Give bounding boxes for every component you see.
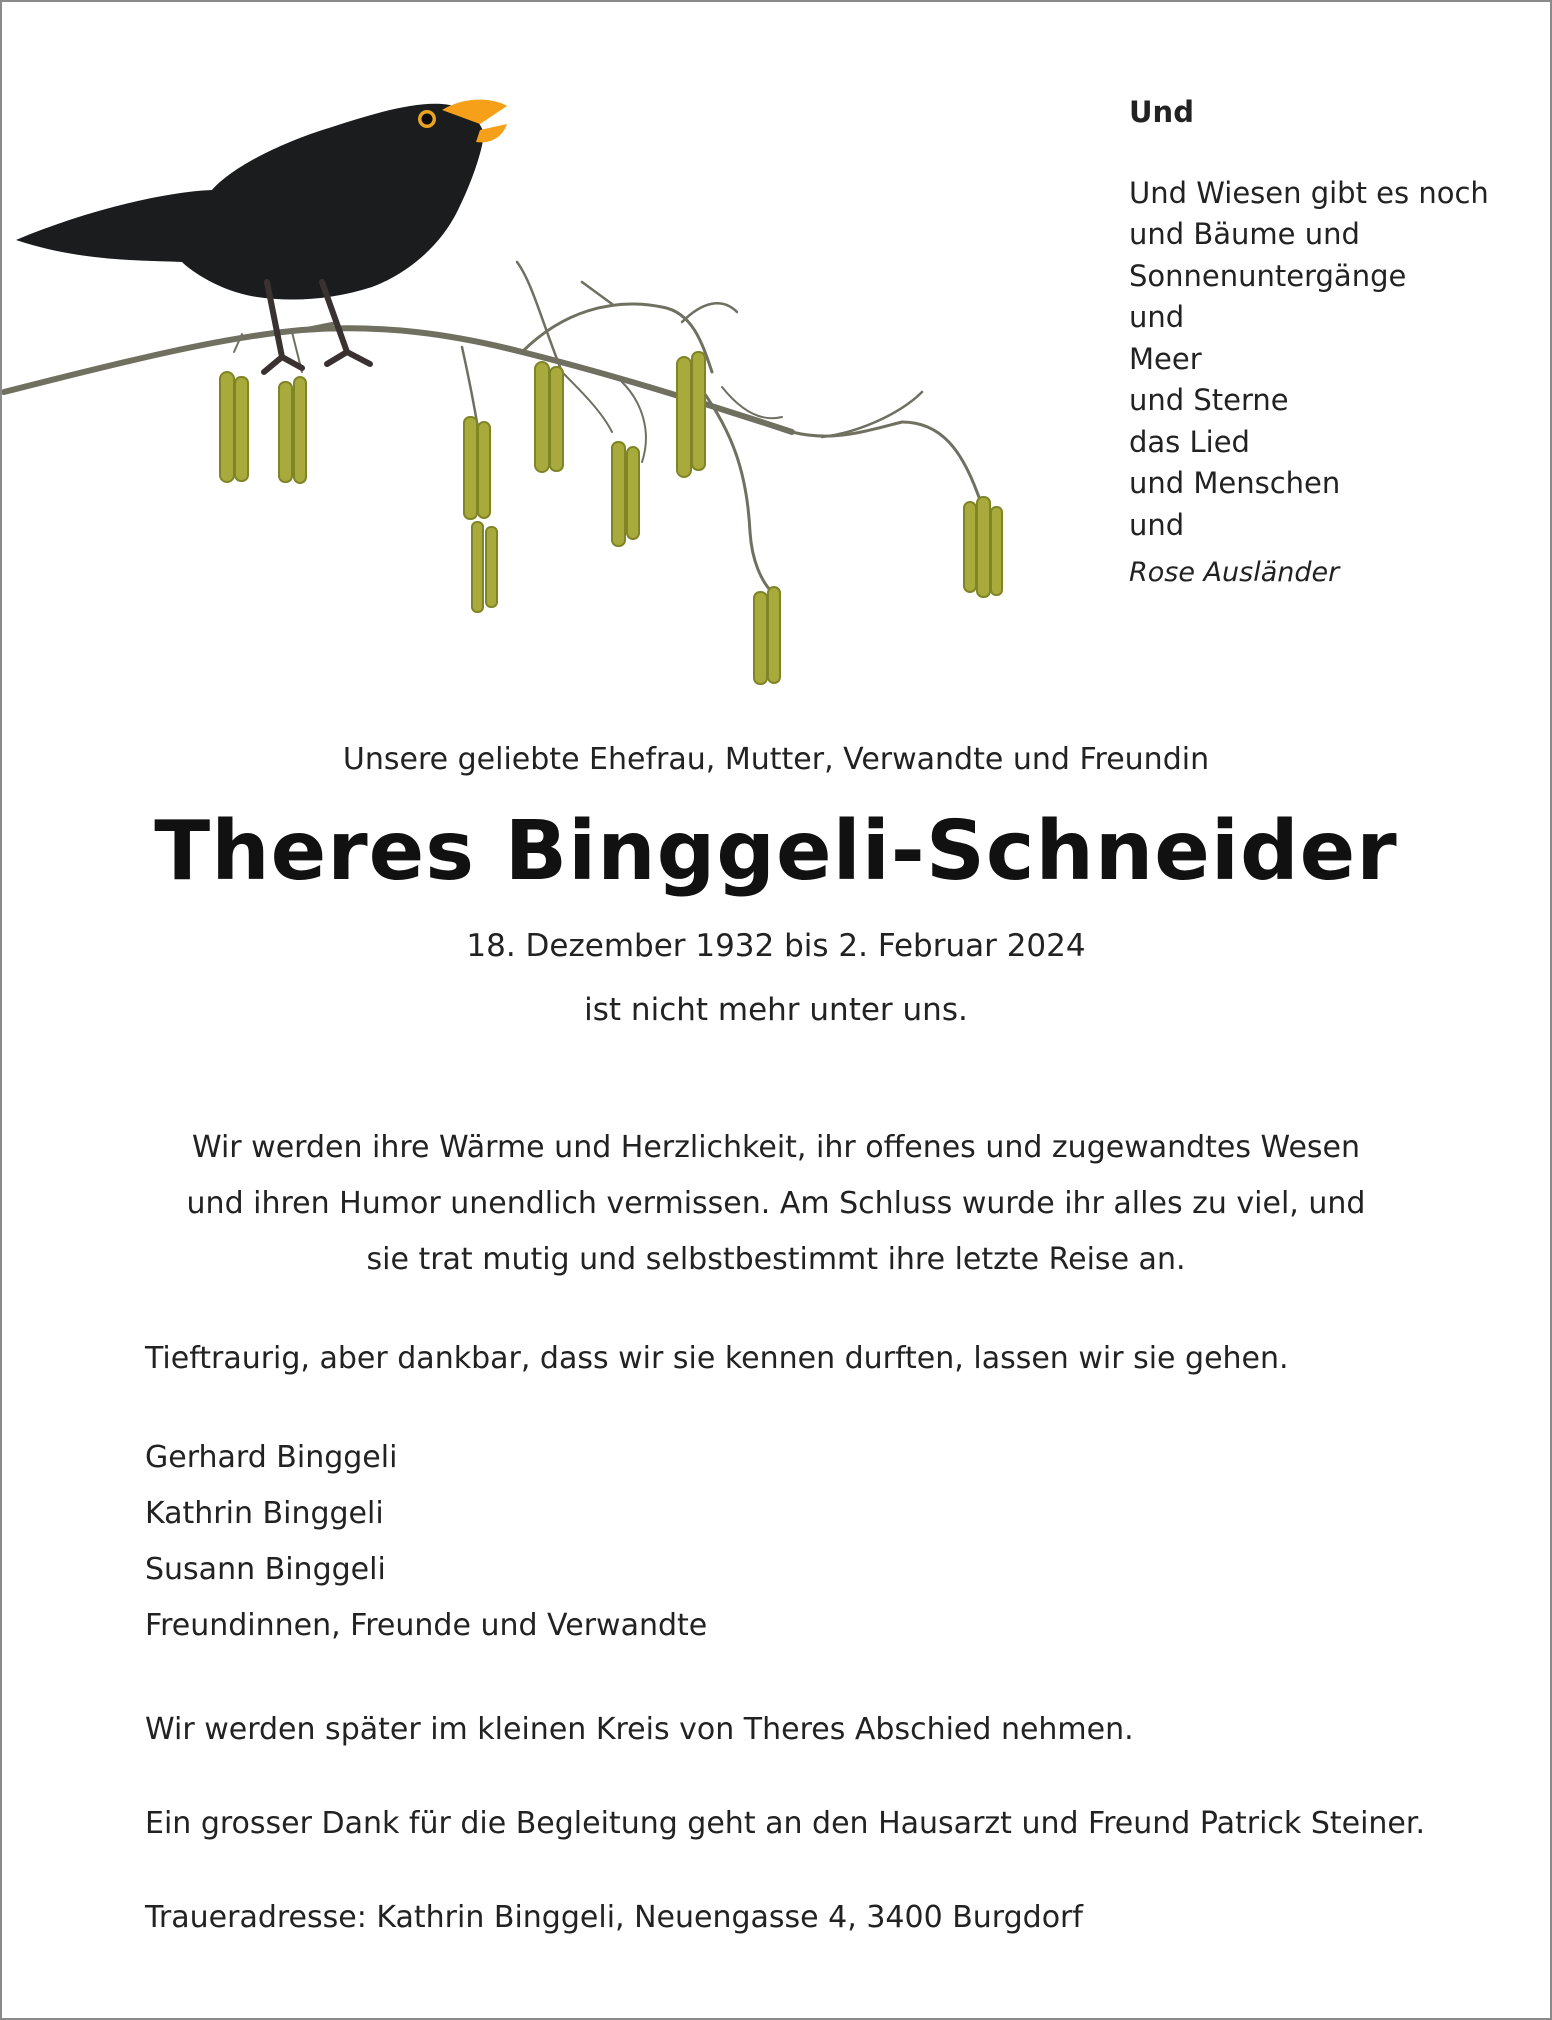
tribute-paragraph [122, 1120, 1430, 1288]
signer: Gerhard Binggeli [145, 1440, 398, 1475]
catkins [220, 352, 1002, 684]
life-dates: 18. Dezember 1932 bis 2. Februar 2024 [466, 928, 1086, 964]
tribute-line: Wir werden ihre Wärme und Herzlichkeit, ihr offenes und zugewandtes Wesen [191, 1130, 1361, 1165]
poem [1129, 92, 1529, 594]
poem-line: und Sterne [1129, 383, 1289, 417]
tribute-line: und ihren Humor unendlich vermissen. Am Schluss wurde ihr alles zu viel, und [186, 1186, 1366, 1221]
poem-line: und [1129, 300, 1185, 334]
thanks-line: Ein grosser Dank für die Begleitung geht an den Hausarzt und Freund Patrick Steiner. [145, 1806, 1426, 1841]
signer: Freundinnen, Freunde und Verwandte [145, 1608, 708, 1643]
signer: Kathrin Binggeli [145, 1496, 384, 1531]
intro-line: Unsere geliebte Ehefrau, Mutter, Verwandte und Freundin [342, 742, 1210, 777]
poem-line: Sonnenuntergänge [1129, 258, 1407, 293]
poem-line: Und Wiesen gibt es noch [1129, 175, 1489, 210]
signer: Susann Binggeli [145, 1552, 386, 1587]
poem-line: und Bäume und [1129, 217, 1360, 251]
poem-line: und Menschen [1129, 466, 1341, 500]
poem-author: Rose Ausländer [1129, 557, 1340, 588]
blackbird-on-branch-illustration [2, 72, 1062, 712]
poem-lines [1129, 173, 1529, 547]
mourning-address: Traueradresse: Kathrin Binggeli, Neuengasse 4, 3400 Burgdorf [145, 1900, 1083, 1935]
not-with-us-line: ist nicht mehr unter uns. [584, 992, 968, 1028]
signers-list [145, 1430, 707, 1654]
poem-line: und [1129, 507, 1185, 542]
deceased-name: Theres Binggeli-Schneider [154, 804, 1398, 899]
poem-line: Meer [1129, 341, 1202, 376]
ceremony-line: Wir werden später im kleinen Kreis von Theres Abschied nehmen. [145, 1712, 1134, 1747]
blackbird [16, 100, 507, 372]
farewell-line: Tieftraurig, aber dankbar, dass wir sie kennen durften, lassen wir sie gehen. [145, 1341, 1289, 1376]
tribute-line: sie trat mutig und selbstbestimmt ihre letzte Reise an. [366, 1242, 1186, 1277]
poem-title: Und [1129, 95, 1194, 129]
poem-line: das Lied [1129, 424, 1250, 459]
